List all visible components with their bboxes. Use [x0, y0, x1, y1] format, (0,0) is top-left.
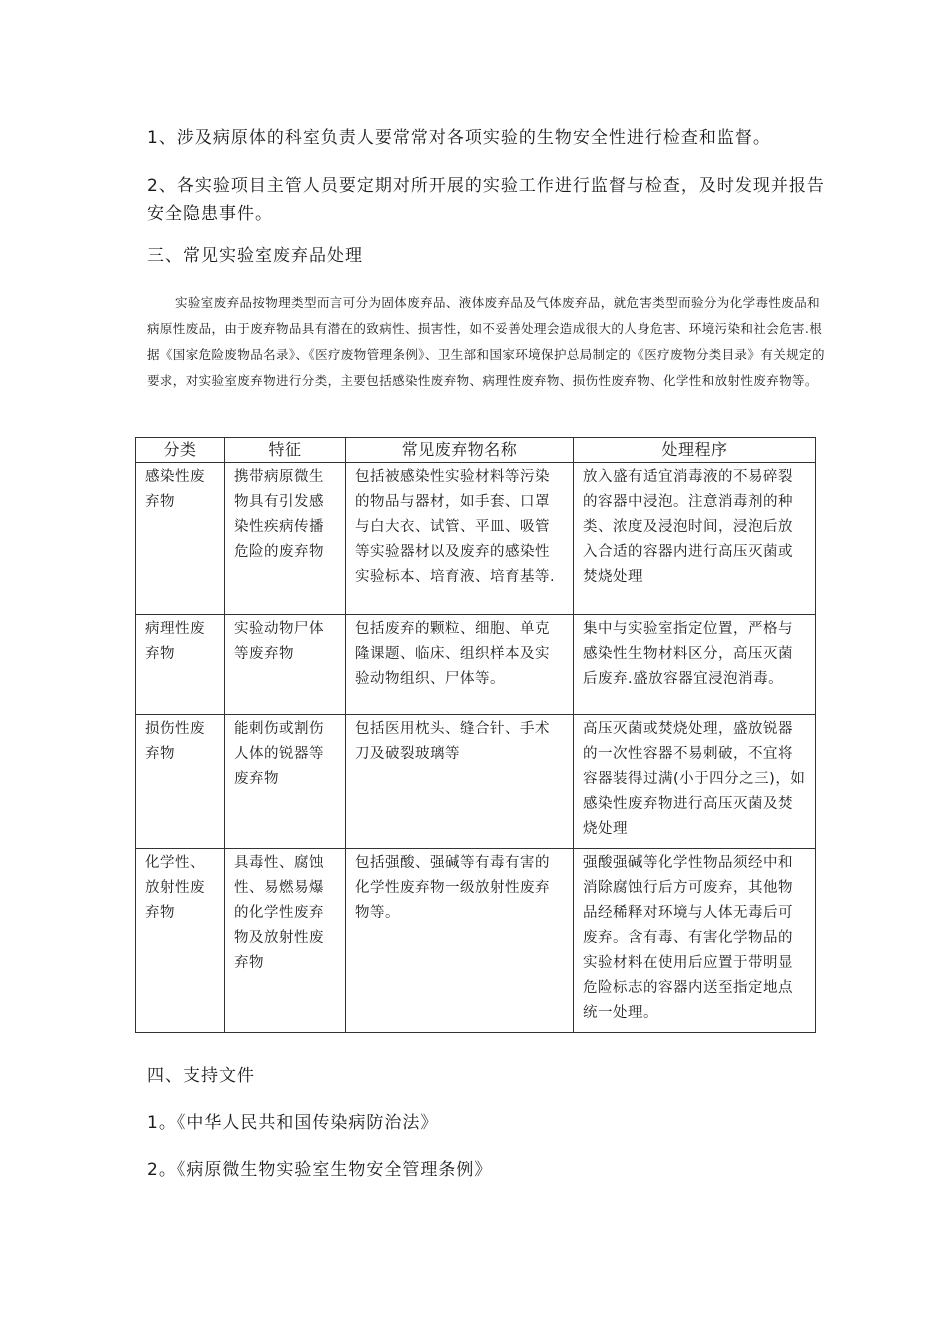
waste-intro-paragraph: 实验室废弃品按物理类型而言可分为固体废弃品、液体废弃品及气体废弃品，就危害类型而验分为化学毒性废品和病原性废品，由于废弃物品具有潜在的致病性、损害性，如不妥善处理会造成很大的人身危害、环境污染和社会危害.根据《国家危险废物品名录》、《医疗废物管理条例》、卫生部和国家环境保护总局制定的《医疗废物分类目录》有关规定的要求，对实验室废弃物进行分类，主要包括感染性废弃物、病理性废弃物、损伤性废弃物、化学性和放射性废弃物等。 [147, 295, 825, 388]
reference-2: 2。《病原微生物实验室生物安全管理条例》 [147, 1160, 493, 1180]
paragraph-2: 2、各实验项目主管人员要定期对所开展的实验工作进行监督与检查，及时发现并报告安全隐患事件。 [147, 176, 825, 224]
reference-1: 1。《中华人民共和国传染病防治法》 [147, 1113, 439, 1133]
cell-procedure: 集中与实验室指定位置，严格与感染性生物材料区分，高压灭菌后废弃.盛放容器宜浸泡消毒。 [574, 615, 816, 715]
cell-category: 病理性废弃物 [136, 615, 225, 715]
header-category: 分类 [136, 438, 225, 463]
table-row [136, 849, 816, 1033]
table-row [136, 463, 816, 615]
waste-classification-table [135, 437, 816, 1033]
section-heading-4: 四、支持文件 [147, 1066, 255, 1086]
cell-feature: 具毒性、腐蚀性、易燃易爆的化学性废弃物及放射性废弃物 [225, 849, 346, 1033]
table-row [136, 615, 816, 715]
cell-waste-names: 包括医用枕头、缝合针、手术刀及破裂玻璃等 [346, 715, 574, 849]
cell-procedure: 高压灭菌或焚烧处理，盛放锐器的一次性容器不易刺破，不宜将容器装得过满(小于四分之三)，如感染性废弃物进行高压灭菌及焚烧处理 [574, 715, 816, 849]
cell-feature: 实验动物尸体等废弃物 [225, 615, 346, 715]
cell-procedure: 强酸强碱等化学性物品须经中和消除腐蚀行后方可废弃，其他物品经稀释对环境与人体无毒后可废弃。含有毒、有害化学物品的实验材料在使用后应置于带明显危险标志的容器内送至指定地点统一处理。 [574, 849, 816, 1033]
cell-category: 化学性、放射性废弃物 [136, 849, 225, 1033]
cell-feature: 携带病原微生物具有引发感染性疾病传播危险的废弃物 [225, 463, 346, 615]
table-header-row [136, 438, 816, 463]
header-waste-names: 常见废弃物名称 [346, 438, 574, 463]
cell-category: 感染性废弃物 [136, 463, 225, 615]
cell-waste-names: 包括被感染性实验材料等污染的物品与器材，如手套、口罩与白大衣、试管、平皿、吸管等实验器材以及废弃的感染性实验标本、培育液、培育基等. [346, 463, 574, 615]
header-feature: 特征 [225, 438, 346, 463]
cell-waste-names: 包括废弃的颗粒、细胞、单克隆课题、临床、组织样本及实验动物组织、尸体等。 [346, 615, 574, 715]
cell-feature: 能刺伤或割伤人体的锐器等废弃物 [225, 715, 346, 849]
section-heading-3: 三、常见实验室废弃品处理 [147, 246, 363, 266]
paragraph-1: 1、涉及病原体的科室负责人要常常对各项实验的生物安全性进行检查和监督。 [147, 128, 771, 148]
cell-waste-names: 包括强酸、强碱等有毒有害的化学性废弃物一级放射性废弃物等。 [346, 849, 574, 1033]
cell-procedure: 放入盛有适宜消毒液的不易碎裂的容器中浸泡。注意消毒剂的种类、浓度及浸泡时间，浸泡后放入合适的容器内进行高压灭菌或焚烧处理 [574, 463, 816, 615]
table-row [136, 715, 816, 849]
cell-category: 损伤性废弃物 [136, 715, 225, 849]
header-procedure: 处理程序 [574, 438, 816, 463]
